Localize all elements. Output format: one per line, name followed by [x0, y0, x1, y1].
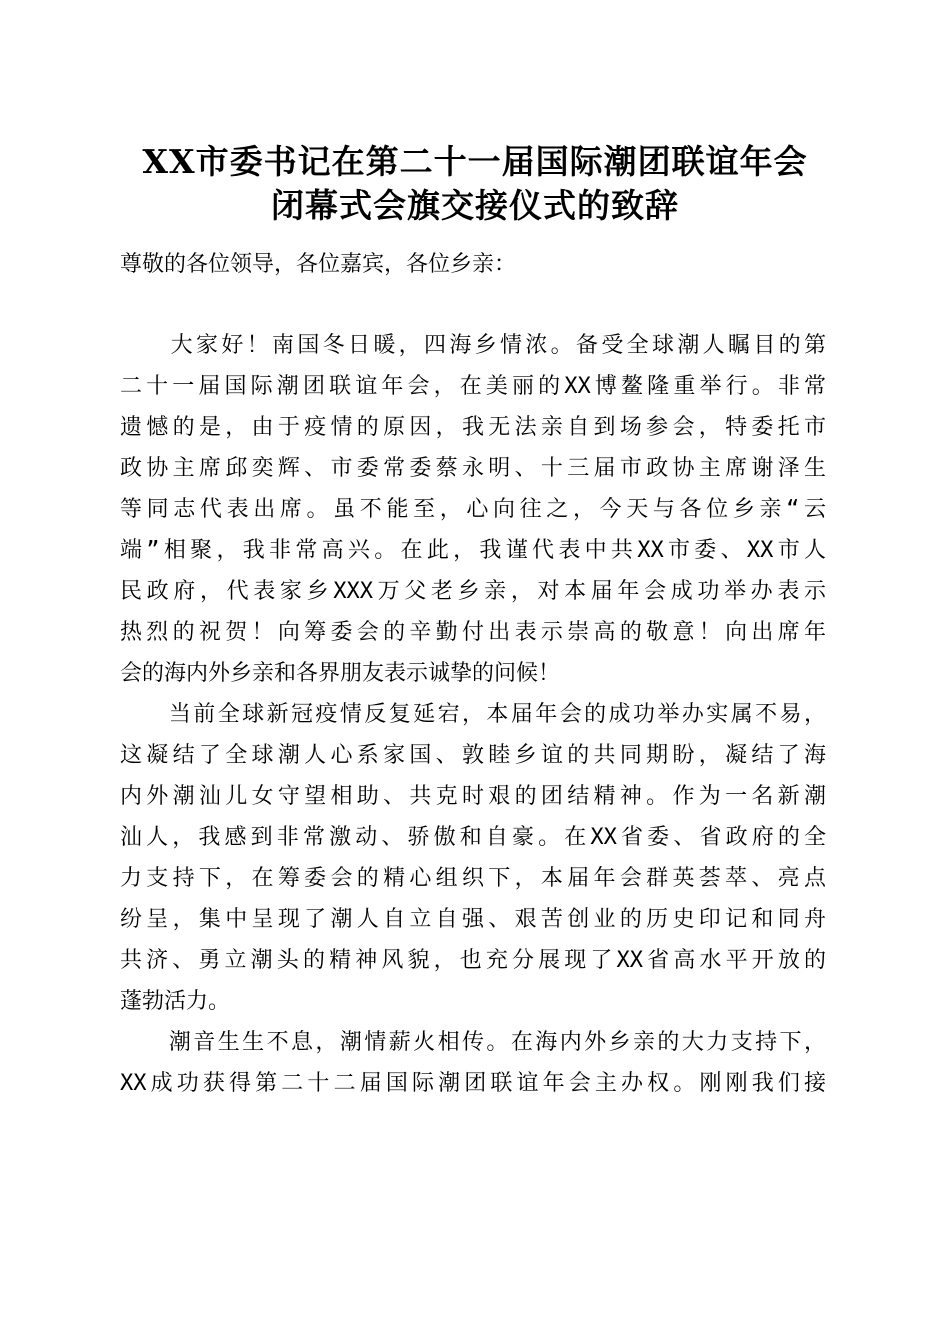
- salutation: 尊敬的各位领导，各位嘉宾，各位乡亲：: [120, 252, 517, 277]
- paragraph-2-line: 这凝结了全球潮人心系家国、敦睦乡谊的共同期盼，凝结了海: [120, 743, 826, 768]
- paragraph-3-line: 潮音生生不息，潮情薪火相传。在海内外乡亲的大力支持下，: [120, 1030, 826, 1055]
- paragraph-2-line: 内外潮汕儿女守望相助、共克时艰的团结精神。作为一名新潮: [120, 784, 826, 809]
- paragraph-2-line: 力支持下，在筹委会的精心组织下，本届年会群英荟萃、亮点: [120, 866, 826, 891]
- paragraph-3-line: XX成功获得第二十二届国际潮团联谊年会主办权。刚刚我们接: [120, 1071, 826, 1096]
- paragraph-1-line: 二十一届国际潮团联谊年会，在美丽的XX博鳌隆重举行。非常: [120, 374, 826, 399]
- paragraph-2-line: 蓬勃活力。: [120, 989, 231, 1014]
- paragraph-1-line: 等同志代表出席。虽不能至，心向往之，今天与各位乡亲“云: [120, 497, 826, 522]
- paragraph-1-line: 会的海内外乡亲和各界朋友表示诚挚的问候！: [120, 661, 561, 686]
- paragraph-1-line: 端”相聚，我非常高兴。在此，我谨代表中共XX市委、XX市人: [120, 538, 826, 563]
- title-line-1: XX市委书记在第二十一届国际潮团联谊年会: [142, 142, 808, 181]
- document-title: [0, 140, 950, 228]
- paragraph-2-line: 汕人，我感到非常激动、骄傲和自豪。在XX省委、省政府的全: [120, 825, 826, 850]
- paragraph-1-line: 民政府，代表家乡XXX万父老乡亲，对本届年会成功举办表示: [120, 579, 826, 604]
- paragraph-2-line: 共济、勇立潮头的精神风貌，也充分展现了XX省高水平开放的: [120, 948, 826, 973]
- title-line-2: 闭幕式会旗交接仪式的致辞: [271, 186, 679, 225]
- paragraph-1-line: 热烈的祝贺！向筹委会的辛勤付出表示崇高的敬意！向出席年: [120, 620, 826, 645]
- paragraph-2-line: 当前全球新冠疫情反复延宕，本届年会的成功举办实属不易，: [120, 702, 826, 727]
- paragraph-1-line: 政协主席邱奕辉、市委常委蔡永明、十三届市政协主席谢泽生: [120, 456, 826, 481]
- paragraph-2-line: 纷呈，集中呈现了潮人自立自强、艰苦创业的历史印记和同舟: [120, 907, 826, 932]
- paragraph-1-line: 遗憾的是，由于疫情的原因，我无法亲自到场参会，特委托市: [120, 415, 826, 440]
- paragraph-1-line: 大家好！南国冬日暖，四海乡情浓。备受全球潮人瞩目的第: [120, 333, 826, 358]
